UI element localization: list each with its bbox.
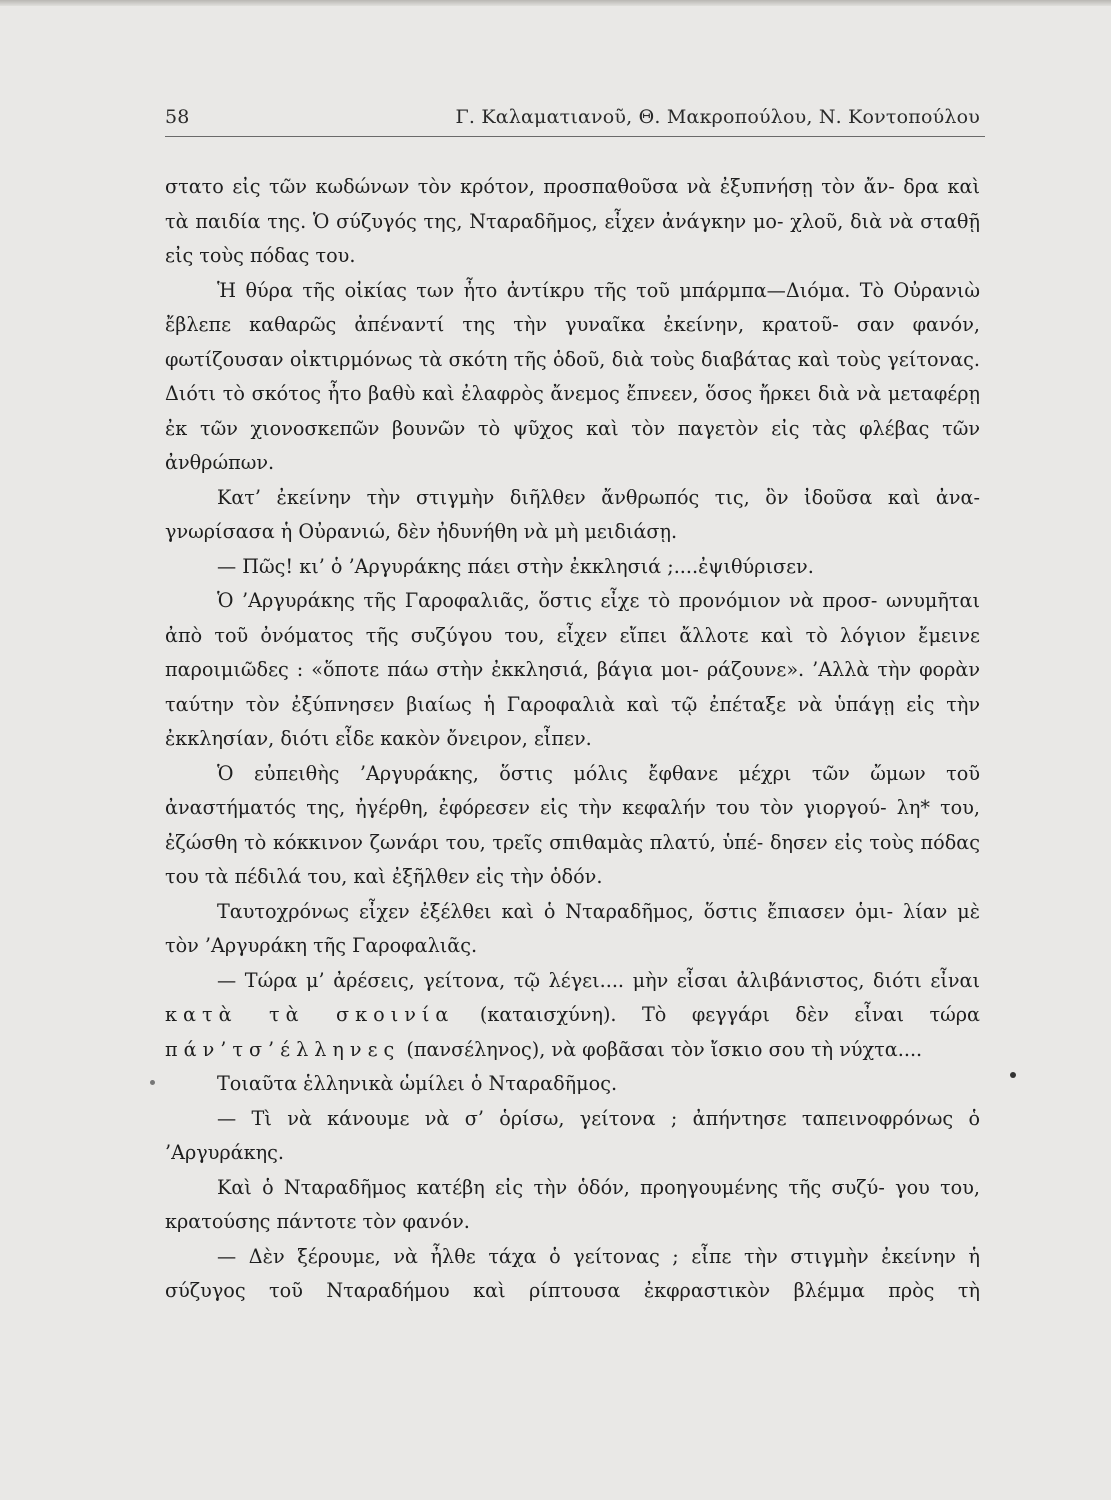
paragraph [165, 274, 980, 481]
text-line: δρα καὶ τὰ παιδία της. Ὁ σύζυγός της, Νταραδῆμος, εἶχεν ἀνάγκην μο- [165, 175, 980, 233]
paragraph [165, 170, 980, 274]
paragraph [165, 964, 980, 1068]
page-number: 58 [165, 106, 190, 128]
paragraph [165, 584, 980, 757]
text-line: εἶναι [930, 968, 980, 992]
text-line: τὸ λόγιον ἔμεινε παροιμιῶδες : «ὅποτε πάω στὴν ἐκκλησιά, βάγια μοι- [165, 623, 980, 681]
text-line: — Τὶ νὰ κάνουμε νὰ σ’ ὁρίσω, γείτονα ; ἀπήντησε ταπεινοφρόνως ὁ [217, 1106, 980, 1130]
paragraph [165, 1102, 980, 1171]
paragraph [165, 895, 980, 964]
paragraph [165, 1240, 980, 1309]
ink-speck [1010, 1072, 1016, 1078]
text-line: Οὐρανιὼ ἔβλεπε καθαρῶς ἀπέναντί της τὴν γυναῖκα ἐκείνην, κρατοῦ- [165, 278, 980, 336]
text-line: Καὶ ὁ Νταραδῆμος κατέβη εἰς τὴν ὁδόν, προηγουμένης τῆς συζύ- [217, 1175, 885, 1199]
spaced-text: πάν’τσ’έλληνες [165, 1037, 401, 1061]
paragraph [165, 1067, 980, 1102]
running-head: Γ. Καλαματιανοῦ, Θ. Μακροπούλου, Ν. Κοντοπούλου [455, 106, 980, 128]
text-line: ὅσος ἤρκει διὰ νὰ μεταφέρῃ ἐκ τῶν χιονοσκεπῶν βουνῶν τὸ ψῦχος καὶ [165, 382, 980, 440]
text-line: (πανσέληνος), νὰ φοβᾶσαι τὸν ἴσκιο σου τὴ [400, 1037, 834, 1061]
text-line: νύχτα.... [839, 1037, 923, 1061]
ink-speck [150, 1080, 155, 1085]
text-line: σαν φανόν, φωτίζουσαν οἰκτιρμόνως τὰ σκότη τῆς ὁδοῦ, διὰ τοὺς διαβάτας [165, 313, 980, 371]
text-line: λη* του, ἐζώσθη τὸ κόκκινον ζωνάρι του, τρεῖς σπιθαμὰς πλατύ, ὑπέ- [165, 796, 980, 854]
text-line: Ὁ ’Αργυράκης τῆς Γαροφαλιᾶς, ὅστις εἶχε τὸ προνόμιον νὰ προσ- [217, 589, 878, 612]
text-line: ’Αργυράκης. [165, 1141, 284, 1164]
text-line: γνωρίσασα ἡ Οὐρανιώ, δὲν ἠδυνήθη νὰ μὴ μειδιάσῃ. [165, 520, 678, 543]
text-line: καὶ τῷ ἐπέταξε νὰ ὑπάγῃ εἰς τὴν ἐκκλησίαν, διότι εἶδε κακὸν ὄνειρον, [165, 692, 980, 750]
text-line: ἀναστήματός της, ἠγέρθη, ἐφόρεσεν εἰς τὴν κεφαλήν του τὸν γιοργού- [165, 796, 887, 819]
text-line: καὶ τοὺς γείτονας. Διότι τὸ σκότος ἦτο βαθὺ καὶ ἐλαφρὸς ἄνεμος ἔπνεεν, [165, 347, 980, 405]
text-line: δησεν εἰς τοὺς πόδας του τὰ πέδιλά του, καὶ ἐξῆλθεν εἰς τὴν ὁδόν. [165, 830, 980, 888]
spaced-text: κατὰ τὰ σκοινία [165, 1003, 455, 1026]
text-line: (καταισχύνη). Τὸ φεγγάρι δὲν εἶναι τώρα [454, 1003, 980, 1026]
text-line: εἶπεν. [533, 727, 592, 750]
text-line: λίαν μὲ τὸν ’Αργυράκη τῆς Γαροφαλιᾶς. [165, 899, 980, 957]
paragraph [165, 1171, 980, 1240]
text-line: χλοῦ, διὰ νὰ σταθῇ εἰς τοὺς πόδας του. [165, 209, 980, 267]
text-line: Ταυτοχρόνως εἶχεν ἐξέλθει καὶ ὁ Νταραδῆμος, ὅστις ἔπιασεν ὁμι- [217, 899, 894, 923]
text-line: ράζουνε». ’Αλλὰ τὴν φορὰν ταύτην τὸν ἐξύπνησεν βιαίως ἡ Γαροφαλιὰ [165, 658, 980, 716]
text-line: Τοιαῦτα ἑλληνικὰ ὡμίλει ὁ Νταραδῆμος. [217, 1072, 618, 1095]
paragraph [165, 550, 980, 585]
body-text [165, 170, 980, 1309]
text-line: Κατ’ ἐκείνην τὴν στιγμὴν διῆλθεν ἄνθρωπός τις, ὃν ἰδοῦσα καὶ ἀνα- [217, 485, 980, 509]
text-line: Ὁ εὐπειθὴς ’Αργυράκης, ὅστις μόλις ἔφθανε μέχρι τῶν ὤμων τοῦ [217, 761, 980, 785]
text-line: — Πῶς! κι’ ὁ ’Αργυράκης πάει στὴν ἐκκλησιά ;....ἐψιθύρισεν. [217, 554, 814, 578]
paragraph [165, 481, 980, 550]
text-line: — Δὲν ξέρουμε, νὰ ἦλθε τάχα ὁ γείτονας ; εἶπε τὴν στιγμὴν ἐκείνην ἡ [217, 1244, 980, 1268]
text-line: τὸν παγετὸν εἰς τὰς φλέβας τῶν ἀνθρώπων. [165, 416, 980, 474]
page-header [165, 100, 980, 134]
text-line: γου του, κρατούσης πάντοτε τὸν φανόν. [165, 1175, 980, 1233]
text-line: Ἡ θύρα τῆς οἰκίας των ἦτο ἀντίκρυ τῆς τοῦ μπάρμπα—Διόμα. Τὸ [217, 278, 885, 302]
text-line: σύζυγος τοῦ Νταραδήμου καὶ ρίπτουσα ἐκφραστικὸν βλέμμα πρὸς τὴ [165, 1279, 980, 1302]
text-line: — Τώρα μ’ ἀρέσεις, γείτονα, τῷ λέγει.... μὴν εἶσαι ἀλιβάνιστος, διότι [217, 968, 922, 992]
text-line: ωνυμῆται ἀπὸ τοῦ ὀνόματος τῆς συζύγου του, εἶχεν εἴπει ἄλλοτε καὶ [165, 589, 980, 647]
paragraph [165, 757, 980, 895]
header-rule [165, 136, 985, 137]
text-line: στατο εἰς τῶν κωδώνων τὸν κρότον, προσπαθοῦσα νὰ ἐξυπνήσῃ τὸν ἄν- [165, 175, 895, 198]
